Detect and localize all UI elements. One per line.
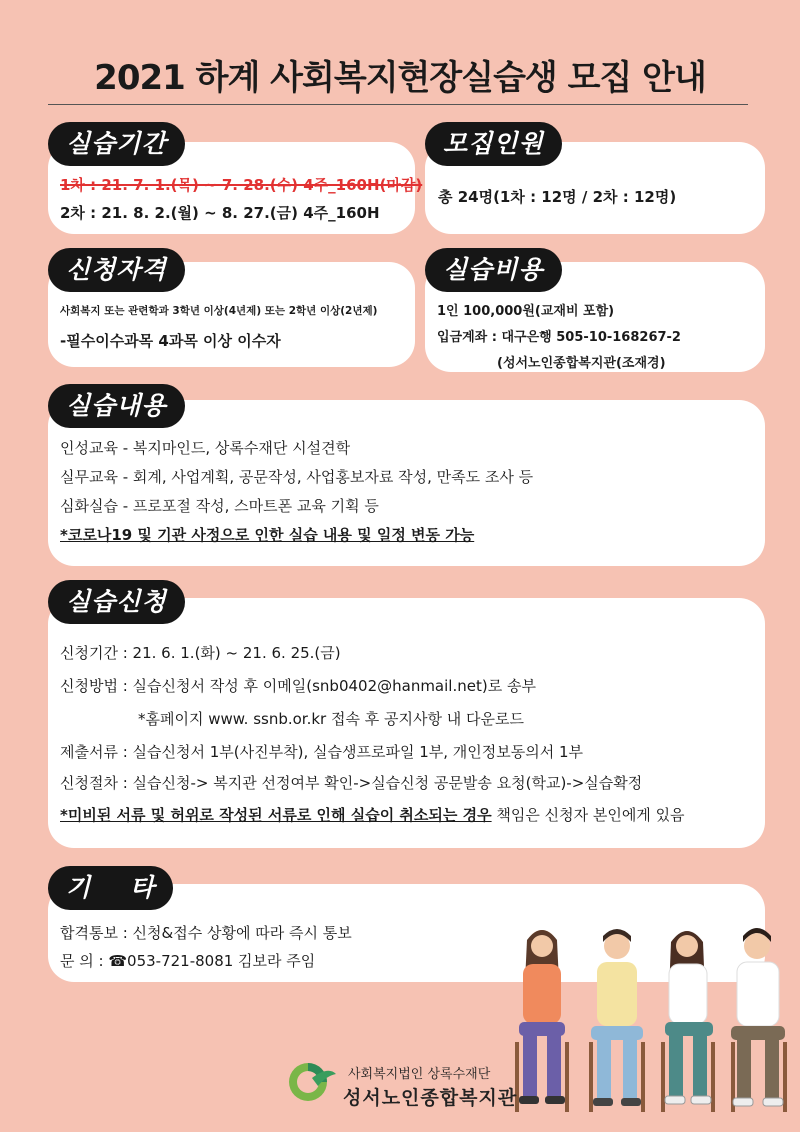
apply-item: 신청기간 : 21. 6. 1.(화) ~ 21. 6. 25.(금) bbox=[60, 644, 341, 662]
content-item: 실무교육 - 회계, 사업계획, 공문작성, 사업홍보자료 작성, 만족도 조사 등 bbox=[60, 468, 534, 486]
qualify-requirement: 사회복지 또는 관련학과 3학년 이상(4년제) 또는 2학년 이상(2년제) bbox=[60, 305, 378, 317]
title-divider bbox=[48, 104, 748, 105]
apply-item: 신청방법 : 실습신청서 작성 후 이메일(snb0402@hanmail.net)로 송부 bbox=[60, 677, 536, 695]
org-name: 성서노인종합복지관 bbox=[343, 1087, 518, 1109]
student-figure bbox=[591, 929, 643, 1106]
apply-item: 제출서류 : 실습신청서 1부(사진부착), 실습생프로파일 1부, 개인정보동의서 1부 bbox=[60, 743, 584, 761]
qualify-courses: -필수이수과목 4과목 이상 이수자 bbox=[60, 332, 281, 350]
content-notice: *코로나19 및 기관 사정으로 인한 실습 내용 및 일정 변동 가능 bbox=[60, 526, 475, 544]
page-title: 2021 하계 사회복지현장실습생 모집 안내 bbox=[94, 58, 706, 98]
cost-account: 입금계좌 : 대구은행 505-10-168267-2 bbox=[437, 330, 681, 345]
apply-notice-rest: 책임은 신청자 본인에게 있음 bbox=[491, 806, 685, 824]
period-tag: 실습기간 bbox=[48, 122, 185, 166]
apply-item: *홈페이지 www. ssnb.or.kr 접속 후 공지사항 내 다운로드 bbox=[138, 710, 524, 728]
org-foundation: 사회복지법인 상록수재단 bbox=[348, 1067, 491, 1082]
etc-tag: 기 타 bbox=[48, 866, 173, 910]
student-figure bbox=[665, 931, 713, 1104]
students-illustration bbox=[505, 922, 795, 1117]
etc-notice: 합격통보 : 신청&접수 상황에 따라 즉시 통보 bbox=[60, 924, 352, 942]
student-figure bbox=[519, 930, 565, 1104]
recruit-tag: 모집인원 bbox=[425, 122, 562, 166]
period-first-term: 1차 : 21. 7. 1.(목) ~ 7. 28.(수) 4주_160H(마감) bbox=[60, 176, 423, 194]
etc-contact: 문 의 : ☎053-721-8081 김보라 주임 bbox=[60, 952, 316, 970]
period-second-term: 2차 : 21. 8. 2.(월) ~ 8. 27.(금) 4주_160H bbox=[60, 204, 380, 222]
apply-notice bbox=[60, 804, 685, 825]
apply-notice-bold: *미비된 서류 및 허위로 작성된 서류로 인해 실습이 취소되는 경우 bbox=[60, 806, 492, 824]
apply-item: 신청절차 : 실습신청-> 복지관 선정여부 확인->실습신청 공문발송 요청(학교)->실습확정 bbox=[60, 774, 643, 792]
cost-tag: 실습비용 bbox=[425, 248, 562, 292]
cost-amount: 1인 100,000원(교재비 포함) bbox=[437, 304, 615, 319]
student-figure bbox=[731, 928, 785, 1106]
cost-holder: (성서노인종합복지관(조재경) bbox=[497, 356, 666, 371]
org-logo-icon bbox=[282, 1060, 342, 1104]
content-item: 심화실습 - 프로포절 작성, 스마트폰 교육 기획 등 bbox=[60, 497, 379, 515]
qualify-tag: 신청자격 bbox=[48, 248, 185, 292]
content-tag: 실습내용 bbox=[48, 384, 185, 428]
recruit-count: 총 24명(1차 : 12명 / 2차 : 12명) bbox=[438, 188, 677, 206]
apply-tag: 실습신청 bbox=[48, 580, 185, 624]
content-item: 인성교육 - 복지마인드, 상록수재단 시설견학 bbox=[60, 439, 351, 457]
